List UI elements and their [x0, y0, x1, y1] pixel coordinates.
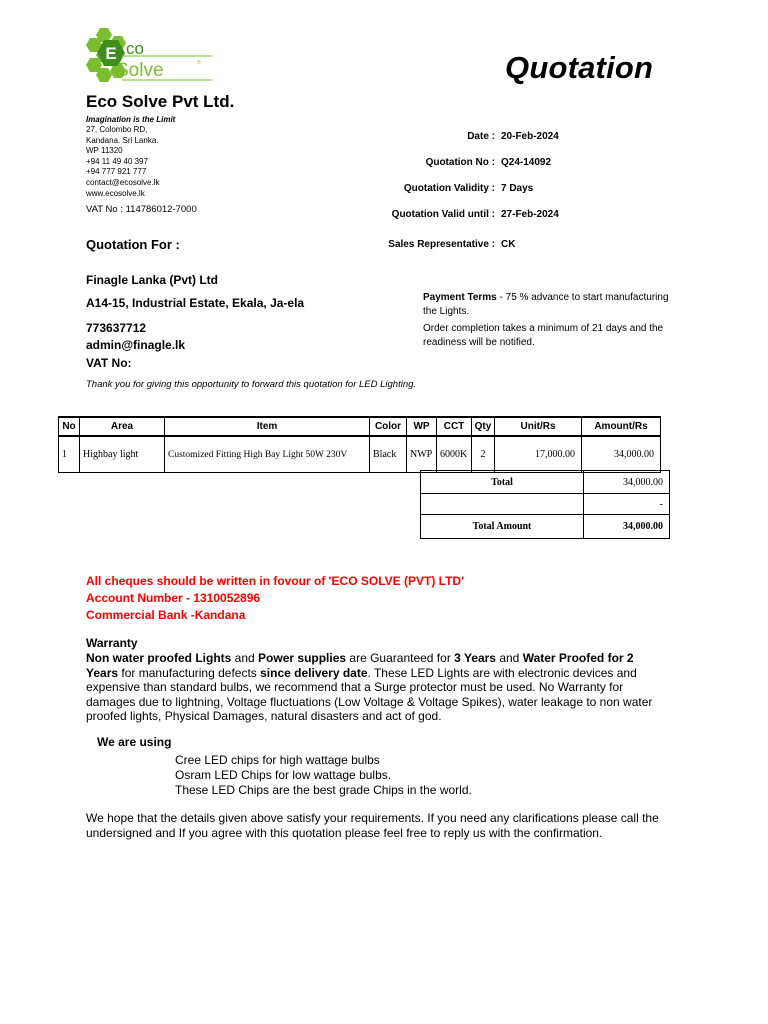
- items-table: [58, 416, 661, 473]
- col-header: Unit/Rs: [495, 417, 582, 436]
- meta-value: Q24-14092: [501, 157, 552, 168]
- cell-no: 1: [59, 436, 80, 473]
- warranty-bold: since delivery date: [260, 665, 368, 680]
- phone-line: +94 11 49 40 397: [86, 156, 148, 166]
- blank-row: [421, 494, 670, 515]
- closing-paragraph: We hope that the details given above satisfy your requirements. If you need any clarifications please call the undersigned and If you agree with this quotation please feel free to reply us with the confirmation.: [86, 811, 659, 840]
- cell-area: Highbay light: [80, 436, 165, 473]
- total-value: 34,000.00: [584, 471, 670, 494]
- svg-text:®: ®: [197, 60, 201, 66]
- cell-item: Customized Fitting High Bay Light 50W 230V: [165, 436, 370, 473]
- warranty-span: for manufacturing defects: [118, 665, 261, 680]
- client-vat: VAT No:: [86, 356, 132, 370]
- cell-unit: 17,000.00: [495, 436, 582, 473]
- grand-total-value: 34,000.00: [584, 515, 670, 539]
- cell-qty: 2: [472, 436, 495, 473]
- list-item: Osram LED Chips for low wattage bulbs.: [175, 768, 392, 782]
- table-row: [59, 436, 661, 473]
- meta-value: 27-Feb-2024: [501, 209, 559, 220]
- client-phone: 773637712: [86, 321, 147, 335]
- payment-note: Order completion takes a minimum of 21 days and the readiness will be notified.: [423, 323, 664, 348]
- cell-amount: 34,000.00: [582, 436, 661, 473]
- col-header: CCT: [437, 417, 472, 436]
- table-header-row: [59, 417, 661, 436]
- warranty-bold: Non water proofed Lights: [86, 651, 232, 665]
- grand-total-row: [421, 515, 670, 539]
- bank-name: Commercial Bank -Kandana: [86, 608, 246, 622]
- warranty-bold: 3 Years: [454, 651, 496, 665]
- company-logo: [86, 26, 216, 84]
- warranty-text: [86, 651, 666, 724]
- list-item: These LED Chips are the best grade Chips in the world.: [175, 783, 472, 797]
- totals-table: [420, 470, 670, 539]
- warranty-heading: Warranty: [86, 636, 138, 650]
- client-name: Finagle Lanka (Pvt) Ltd: [86, 273, 219, 287]
- bank-details: [86, 573, 464, 624]
- we-are-using-heading: We are using: [97, 735, 172, 749]
- warranty-span: . These LED Lights are with electronic devices and expensive than standard bulbs, we recommend that a Surge protector must be used. No Warranty for damages due to lightning, Voltage fluctuations (Low Voltage & Voltage Spikes), water leakage to non water proofed lights, Physical Damages, natural disasters and act of god.: [86, 665, 653, 724]
- meta-label: Sales Representative :: [388, 239, 495, 250]
- logo-text-top: co: [126, 39, 144, 58]
- warranty-bold: Water Proofed for 2 Years: [86, 651, 634, 680]
- col-header: WP: [407, 417, 437, 436]
- meta-label: Date :: [467, 131, 495, 142]
- company-tagline: Imagination is the Limit: [86, 115, 176, 124]
- address-line: WP 11320: [86, 146, 123, 156]
- payment-terms: [423, 291, 673, 350]
- address-line: Kandana. Sri Lanka.: [86, 135, 159, 145]
- svg-text:E: E: [105, 44, 117, 63]
- meta-value: CK: [501, 239, 516, 250]
- company-vat: VAT No : 114786012-7000: [86, 204, 197, 215]
- col-header: Color: [370, 417, 407, 436]
- col-header: No: [59, 417, 80, 436]
- payment-terms-text: - 75 % advance to start manufacturing the Lights.: [423, 292, 669, 317]
- meta-label: Quotation Valid until :: [391, 209, 495, 220]
- list-item: Cree LED chips for high wattage bulbs: [175, 753, 380, 767]
- meta-label: Quotation Validity :: [403, 183, 495, 194]
- col-header: Item: [165, 417, 370, 436]
- account-number: Account Number - 1310052896: [86, 591, 261, 605]
- company-address: [86, 125, 160, 199]
- warranty-span: and: [495, 651, 523, 665]
- warranty-bold: Power supplies: [258, 651, 347, 665]
- col-header: Qty: [472, 417, 495, 436]
- quotation-for-heading: Quotation For :: [86, 237, 180, 252]
- warranty-span: are Guaranteed for: [346, 651, 455, 665]
- total-label: Total: [421, 471, 584, 494]
- meta-value: 20-Feb-2024: [501, 131, 559, 142]
- cell-wp: NWP: [407, 436, 437, 473]
- address-line: 27, Colombo RD,: [86, 125, 148, 134]
- led-chip-list: [175, 753, 472, 798]
- col-header: Area: [80, 417, 165, 436]
- cell-color: Black: [370, 436, 407, 473]
- meta-label: Quotation No :: [425, 157, 495, 168]
- website-line: www.ecosolve.lk: [86, 188, 145, 198]
- col-header: Amount/Rs: [582, 417, 661, 436]
- client-email: admin@finagle.lk: [86, 338, 186, 352]
- grand-total-label: Total Amount: [421, 515, 584, 539]
- email-line: contact@ecosolve.lk: [86, 177, 160, 187]
- total-row: [421, 471, 670, 494]
- eco-solve-logo-icon: [86, 26, 216, 84]
- payment-terms-label: Payment Terms: [423, 292, 497, 303]
- company-name: Eco Solve Pvt Ltd.: [86, 92, 235, 111]
- cheque-note: All cheques should be written in fovour of 'ECO SOLVE (PVT) LTD': [86, 574, 464, 588]
- warranty-span: and: [231, 651, 259, 665]
- client-address: A14-15, Industrial Estate, Ekala, Ja-ela: [86, 296, 305, 310]
- logo-text-bottom: Solve: [116, 60, 164, 81]
- blank-value: -: [584, 494, 670, 515]
- cell-cct: 6000K: [437, 436, 472, 473]
- meta-value: 7 Days: [501, 183, 534, 194]
- document-title: Quotation: [505, 50, 654, 85]
- thank-you-note: Thank you for giving this opportunity to forward this quotation for LED Lighting.: [86, 379, 417, 390]
- phone-line: +94 777 921 777: [86, 167, 147, 177]
